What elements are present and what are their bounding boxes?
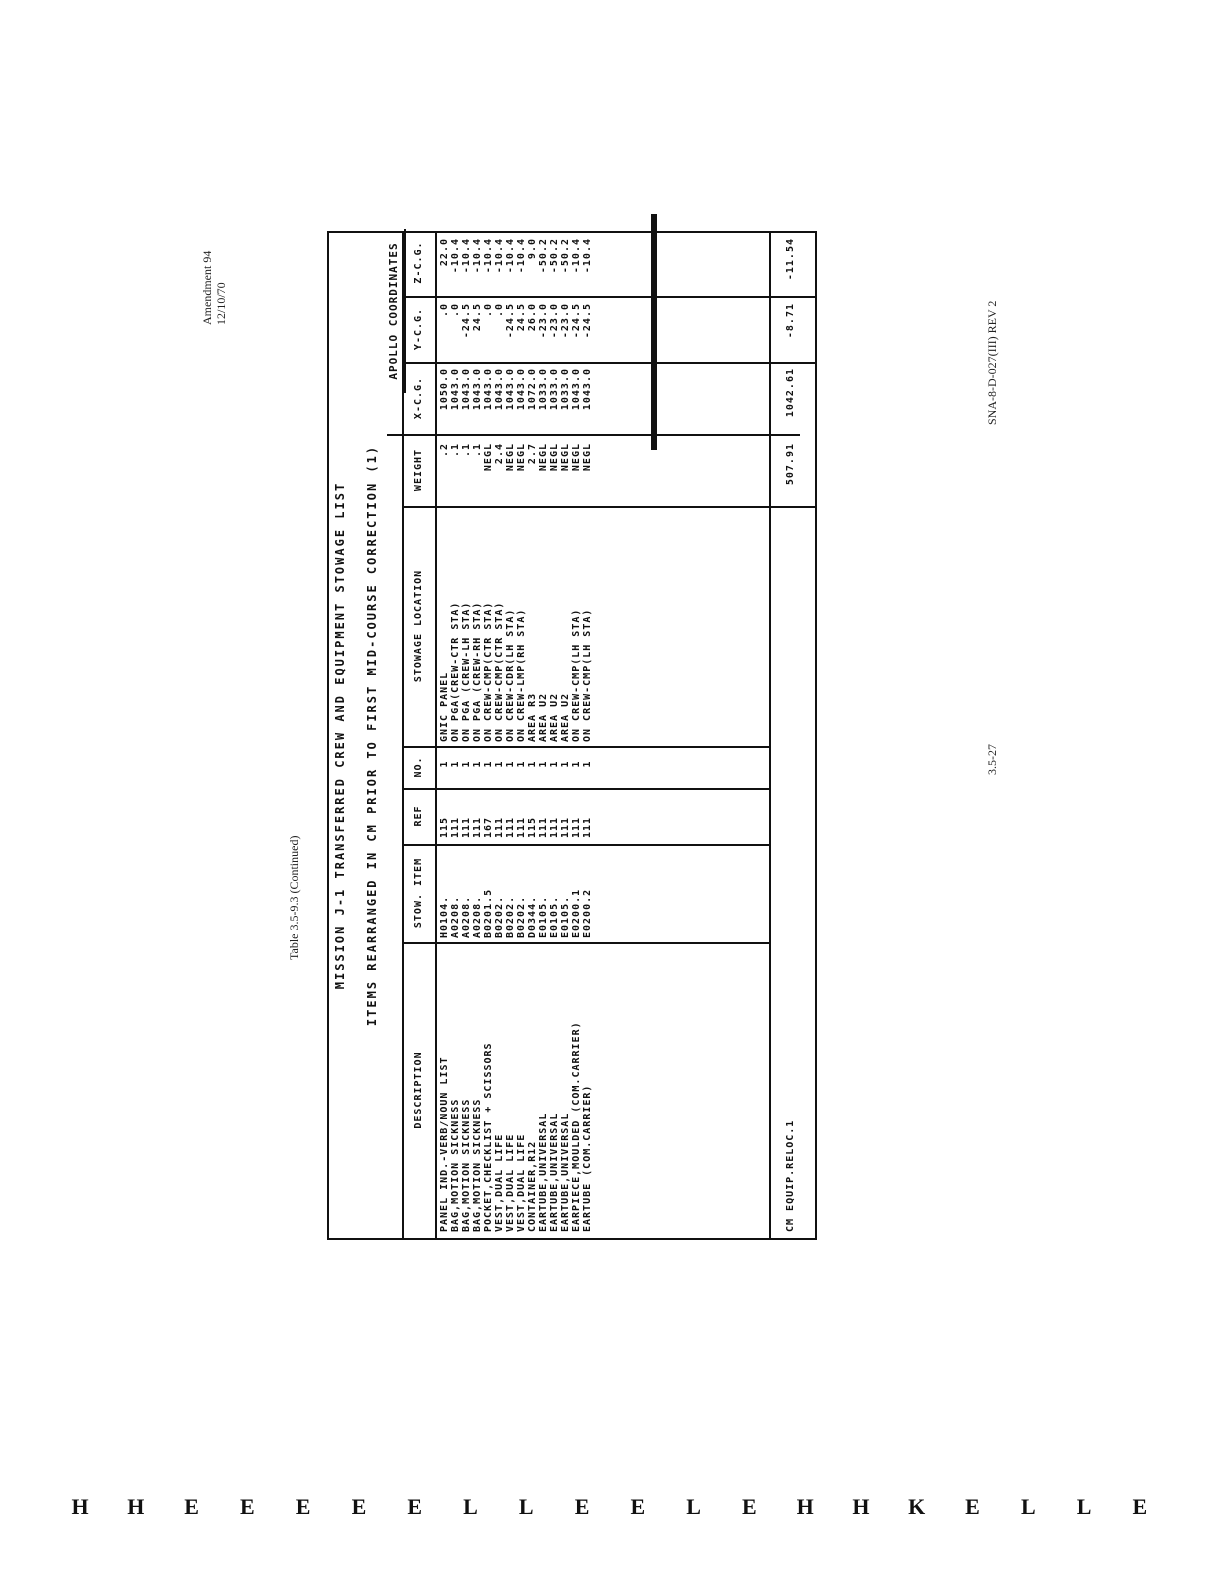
total-row — [769, 233, 817, 1238]
total-weight: 507.91 — [785, 443, 796, 486]
cell-y-cg: 24.5 — [472, 303, 483, 332]
cell-weight: .1 — [472, 443, 483, 458]
cell-stow-item: A0208. — [450, 895, 461, 938]
total-x-cg: 1042.61 — [785, 368, 796, 418]
margin-mark: L — [686, 1494, 701, 1519]
margin-mark: E — [1132, 1494, 1148, 1519]
margin-mark: E — [295, 1494, 311, 1519]
cell-description: BAG,MOTION SICKNESS — [461, 1098, 472, 1232]
cell-ref: 167 — [483, 816, 494, 838]
cell-weight: .1 — [461, 443, 472, 458]
cell-ref: 111 — [582, 816, 593, 838]
cell-weight: NEGL — [582, 443, 593, 472]
cell-x-cg: 1043.0 — [582, 368, 593, 411]
cell-z-cg: -50.2 — [560, 238, 571, 274]
cell-stowage-location: ON CREW-CMP(CTR STA) — [483, 601, 494, 742]
cell-y-cg: -24.5 — [505, 303, 516, 339]
cell-stow-item: D0344. — [527, 895, 538, 938]
margin-mark: L — [1020, 1494, 1036, 1519]
table-row — [571, 233, 582, 1238]
cell-x-cg: 1043.0 — [571, 368, 582, 411]
margin-mark: L — [463, 1494, 478, 1519]
header-no: NO. — [413, 756, 424, 778]
cell-y-cg: 24.5 — [516, 303, 527, 332]
margin-mark: L — [518, 1494, 534, 1519]
stowage-table — [327, 231, 817, 1240]
cell-ref: 111 — [505, 816, 516, 838]
total-y-cg: -8.71 — [785, 303, 796, 339]
table-row — [516, 233, 527, 1238]
header-stowage-location: STOWAGE LOCATION — [413, 569, 424, 683]
margin-mark-strip — [60, 1490, 1160, 1520]
cell-y-cg: -23.0 — [538, 303, 549, 339]
cell-stowage-location: AREA U2 — [560, 692, 571, 742]
cell-ref: 111 — [560, 816, 571, 838]
apollo-coordinates-header: APOLLO COORDINATES — [387, 242, 400, 380]
table-row — [450, 233, 461, 1238]
cell-ref: 111 — [472, 816, 483, 838]
header-x-cg: X-C.G. — [413, 376, 424, 420]
amendment-number: Amendment 94 — [200, 250, 214, 325]
cell-no: 1 — [582, 760, 593, 768]
table-row — [549, 233, 560, 1238]
cell-stowage-location: AREA U2 — [538, 692, 549, 742]
cell-y-cg: -24.5 — [582, 303, 593, 339]
cell-z-cg: -10.4 — [582, 238, 593, 274]
cell-description: EARTUBE,UNIVERSAL — [538, 1112, 549, 1232]
table-row — [527, 233, 538, 1238]
cell-x-cg: 1043.0 — [483, 368, 494, 411]
total-description: CM EQUIP.RELOC.1 — [785, 1119, 796, 1232]
amendment-note — [200, 251, 228, 325]
margin-mark: H — [127, 1494, 145, 1519]
cell-weight: NEGL — [538, 443, 549, 472]
table-row — [505, 233, 516, 1238]
cell-z-cg: -10.4 — [516, 238, 527, 274]
cell-stowage-location: ON CREW-CMP(LH STA) — [571, 608, 582, 742]
margin-mark: E — [630, 1494, 646, 1519]
table-row — [560, 233, 571, 1238]
cell-weight: 2.4 — [494, 443, 505, 465]
cell-stowage-location: ON PGA(CREW-CTR STA) — [450, 601, 461, 742]
cell-ref: 111 — [538, 816, 549, 838]
cell-ref: 111 — [571, 816, 582, 838]
cell-y-cg: -23.0 — [549, 303, 560, 339]
cell-ref: 111 — [461, 816, 472, 838]
cell-weight: NEGL — [516, 443, 527, 472]
cell-weight: NEGL — [560, 443, 571, 472]
cell-stowage-location: GNIC PANEL — [439, 671, 450, 742]
cell-stowage-location: ON CREW-LMP(RH STA) — [516, 608, 527, 742]
cell-stow-item: B0202. — [494, 895, 505, 938]
cell-z-cg: -50.2 — [538, 238, 549, 274]
cell-no: 1 — [461, 760, 472, 768]
header-y-cg: Y-C.G. — [413, 307, 424, 351]
cell-no: 1 — [439, 760, 450, 768]
table-caption: Table 3.5-9.3 (Continued) — [287, 835, 301, 960]
cell-no: 1 — [472, 760, 483, 768]
cell-weight: NEGL — [505, 443, 516, 472]
cell-weight: .2 — [439, 443, 450, 458]
cell-x-cg: 1033.0 — [549, 368, 560, 411]
cell-description: BAG,MOTION SICKNESS — [450, 1098, 461, 1232]
cell-description: EARTUBE,UNIVERSAL — [560, 1112, 571, 1232]
cell-no: 1 — [538, 760, 549, 768]
cell-stowage-location: ON CREW-CMP(CTR STA) — [494, 601, 505, 742]
margin-mark: H — [71, 1494, 89, 1519]
header-ref: REF — [413, 805, 424, 827]
cell-y-cg: .0 — [450, 303, 461, 318]
table-row — [483, 233, 494, 1238]
margin-mark: E — [965, 1494, 980, 1519]
cell-stow-item: E0200.1 — [571, 888, 582, 938]
cell-description: VEST,DUAL LIFE — [505, 1133, 516, 1232]
page-number: 3.5-27 — [985, 744, 999, 775]
table-row — [472, 233, 483, 1238]
cell-weight: .1 — [450, 443, 461, 458]
cell-stow-item: E0105. — [560, 895, 571, 938]
cell-ref: 111 — [516, 816, 527, 838]
cell-z-cg: -10.4 — [450, 238, 461, 274]
table-row — [538, 233, 549, 1238]
cell-no: 1 — [516, 760, 527, 768]
margin-mark: E — [351, 1494, 367, 1519]
cell-no: 1 — [527, 760, 538, 768]
cell-stowage-location: AREA U2 — [549, 692, 560, 742]
cell-z-cg: -50.2 — [549, 238, 560, 274]
header-z-cg: Z-C.G. — [413, 241, 424, 284]
document-id: SNA-8-D-027(III) REV 2 — [985, 300, 999, 425]
cell-ref: 111 — [450, 816, 461, 838]
cell-z-cg: -10.4 — [505, 238, 516, 274]
cell-no: 1 — [450, 760, 461, 768]
cell-weight: NEGL — [483, 443, 494, 472]
table-title: MISSION J-1 TRANSFERRED CREW AND EQUIPMENT STOWAGE LIST — [333, 481, 347, 990]
cell-z-cg: -10.4 — [472, 238, 483, 274]
cell-weight: NEGL — [571, 443, 582, 472]
cell-stow-item: A0208. — [461, 895, 472, 938]
cell-weight: 2.7 — [527, 443, 538, 465]
cell-stow-item: B0202. — [516, 895, 527, 938]
cell-y-cg: -24.5 — [571, 303, 582, 339]
cell-z-cg: -10.4 — [494, 238, 505, 274]
cell-y-cg: 26.0 — [527, 303, 538, 332]
cell-x-cg: 1043.0 — [516, 368, 527, 411]
table-row — [461, 233, 472, 1238]
cell-description: EARTUBE,UNIVERSAL — [549, 1112, 560, 1232]
cell-no: 1 — [505, 760, 516, 768]
table-subtitle: ITEMS REARRANGED IN CM PRIOR TO FIRST MID-COURSE CORRECTION (1) — [365, 444, 379, 1027]
cell-ref: 111 — [494, 816, 505, 838]
table-row — [439, 233, 450, 1238]
cell-stow-item: A0208. — [472, 895, 483, 938]
cell-z-cg: -10.4 — [461, 238, 472, 274]
margin-mark: K — [908, 1494, 926, 1519]
cell-description: VEST,DUAL LIFE — [516, 1133, 527, 1232]
cell-x-cg: 1072.0 — [527, 368, 538, 411]
cell-z-cg: -10.4 — [483, 238, 494, 274]
cell-stow-item: H0104. — [439, 895, 450, 938]
cell-description: BAG,MOTION SICKNESS — [472, 1098, 483, 1232]
cell-stowage-location: AREA R3 — [527, 692, 538, 742]
cell-no: 1 — [571, 760, 582, 768]
cell-stow-item: E0105. — [538, 895, 549, 938]
margin-mark: L — [1076, 1494, 1092, 1519]
margin-mark: E — [184, 1494, 199, 1519]
cell-z-cg: 9.0 — [527, 238, 538, 260]
cell-z-cg: 22.0 — [439, 238, 450, 267]
cell-stowage-location: ON PGA (CREW-RH STA) — [472, 601, 483, 742]
cell-x-cg: 1043.0 — [494, 368, 505, 411]
cell-x-cg: 1043.0 — [450, 368, 461, 411]
cell-no: 1 — [494, 760, 505, 768]
cell-z-cg: -10.4 — [571, 238, 582, 274]
margin-mark: E — [407, 1494, 423, 1519]
cell-stow-item: E0105. — [549, 895, 560, 938]
cell-description: PANEL IND.-VERB/NOUN LIST — [439, 1056, 450, 1232]
margin-mark: H — [852, 1494, 870, 1519]
cell-description: EARTUBE (COM.CARRIER) — [582, 1084, 593, 1232]
cell-x-cg: 1033.0 — [560, 368, 571, 411]
cell-x-cg: 1033.0 — [538, 368, 549, 411]
cell-x-cg: 1050.0 — [439, 368, 450, 411]
cell-description: POCKET,CHECKLIST + SCISSORS — [483, 1042, 494, 1232]
total-z-cg: -11.54 — [785, 238, 796, 281]
margin-mark: E — [742, 1494, 757, 1519]
cell-x-cg: 1043.0 — [505, 368, 516, 411]
margin-mark: H — [796, 1494, 814, 1519]
cell-ref: 115 — [439, 816, 450, 838]
cell-ref: 111 — [549, 816, 560, 838]
header-stow-item: STOW. ITEM — [413, 857, 424, 929]
cell-stow-item: E0200.2 — [582, 888, 593, 938]
margin-mark: E — [240, 1494, 255, 1519]
cell-stowage-location: ON PGA (CREW-LH STA) — [461, 601, 472, 742]
cell-stowage-location: ON CREW-CDR(LH STA) — [505, 608, 516, 742]
cell-description: EARPIECE,MOULDED (COM.CARRIER) — [571, 1021, 582, 1232]
cell-weight: NEGL — [549, 443, 560, 472]
cell-stowage-location: ON CREW-CMP(LH STA) — [582, 608, 593, 742]
cell-description: VEST,DUAL LIFE — [494, 1133, 505, 1232]
header-description: DESCRIPTION — [413, 1051, 424, 1129]
cell-x-cg: 1043.0 — [461, 368, 472, 411]
header-weight: WEIGHT — [413, 448, 424, 492]
cell-description: CONTAINER,R12 — [527, 1140, 538, 1232]
rotated-page-content — [200, 200, 999, 1380]
cell-y-cg: .0 — [483, 303, 494, 318]
table-body — [439, 233, 593, 1238]
cell-y-cg: .0 — [494, 303, 505, 318]
cell-no: 1 — [483, 760, 494, 768]
cell-y-cg: .0 — [439, 303, 450, 318]
redaction-bar — [651, 214, 657, 450]
cell-y-cg: -23.0 — [560, 303, 571, 339]
cell-no: 1 — [560, 760, 571, 768]
cell-ref: 115 — [527, 816, 538, 838]
margin-mark: E — [574, 1494, 590, 1519]
cell-x-cg: 1043.0 — [472, 368, 483, 411]
amendment-date: 12/10/70 — [214, 282, 228, 325]
table-row — [494, 233, 505, 1238]
cell-no: 1 — [549, 760, 560, 768]
cell-stow-item: B0202. — [505, 895, 516, 938]
cell-y-cg: -24.5 — [461, 303, 472, 339]
table-row — [582, 233, 593, 1238]
cell-stow-item: B0201.5 — [483, 888, 494, 938]
